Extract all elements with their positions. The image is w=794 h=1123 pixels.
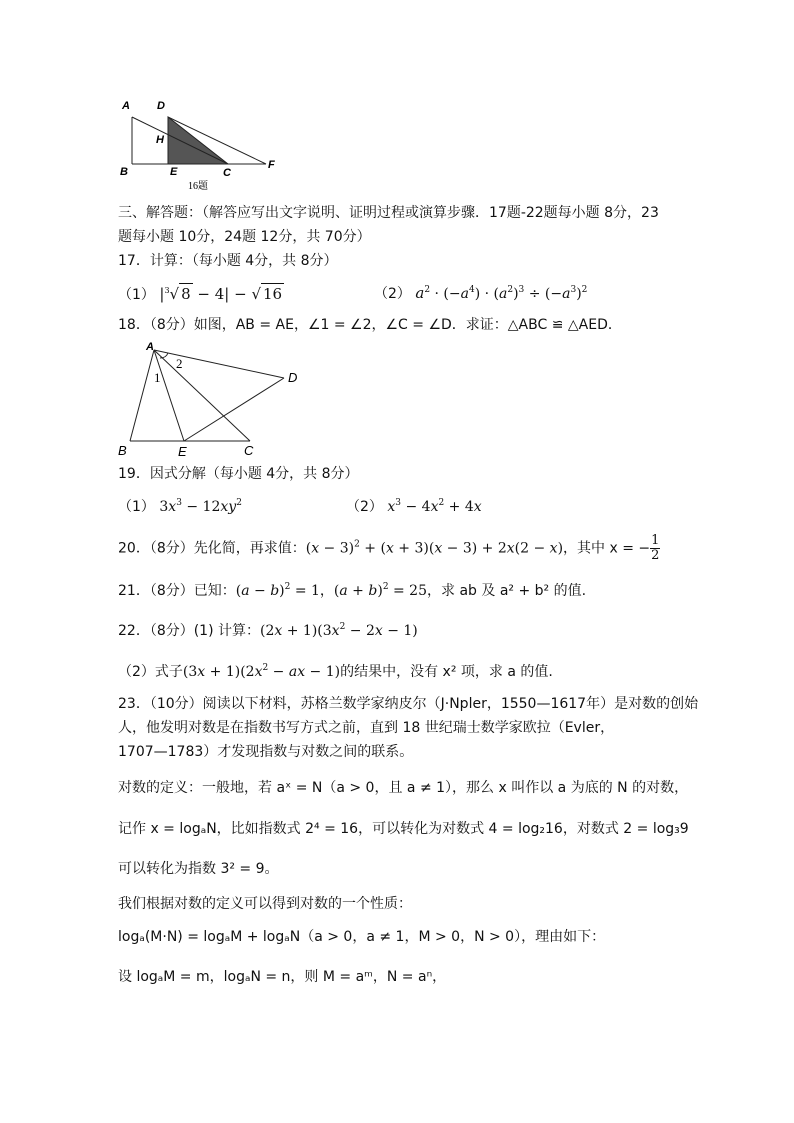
q17-part1: （1） $|^3√$ 8 − 4| − √ 16 bbox=[118, 285, 283, 303]
line-ac bbox=[154, 350, 250, 441]
figure-18 bbox=[116, 338, 306, 460]
q20: 20．（8分）先化简，再求值：$(x - 3)^2 + (x + 3)(x - 3) + 2x(2 - x)$，其中 x = − $\frac{1}{2}$ bbox=[118, 533, 660, 563]
q23-definition-1: 对数的定义：一般地，若 aˣ = N（a > 0，且 a ≠ 1），那么 x 叫作以 a 为底的 N 的对数， bbox=[118, 780, 689, 796]
section-3-title-cont: 题每小题 10分，24题 12分，共 70分） bbox=[118, 229, 371, 245]
label-b: B bbox=[120, 166, 128, 178]
line-ab bbox=[130, 350, 154, 441]
label-c: C bbox=[223, 167, 231, 179]
label-e: E bbox=[178, 444, 187, 459]
label-2: 2 bbox=[176, 356, 183, 371]
q17-head: 17．计算：（每小题 4分，共 8分） bbox=[118, 253, 338, 269]
q19-head: 19．因式分解（每小题 4分，共 8分） bbox=[118, 466, 359, 482]
label-b: B bbox=[118, 443, 127, 458]
figure-16 bbox=[116, 96, 286, 192]
q23-definition-3: 可以转化为指数 3² = 9。 bbox=[118, 861, 279, 877]
line-ad bbox=[154, 350, 284, 378]
line-ed bbox=[184, 378, 284, 441]
q23-line3: 1707—1783）才发现指数与对数之间的联系。 bbox=[118, 744, 414, 760]
q23-property-intro: 我们根据对数的定义可以得到对数的一个性质： bbox=[118, 896, 412, 912]
label-1: 1 bbox=[154, 370, 161, 385]
q21: 21．（8分）已知：$(a - b)^2 = 1$，$(a + b)^2 = 25$，求 ab 及 a² + b² 的值. bbox=[118, 582, 587, 599]
q19-part2: （2） $x^3 - 4x^2 + 4x$ bbox=[346, 498, 482, 515]
q19-part1: （1） $3x^3 - 12xy^2$ bbox=[118, 498, 242, 515]
label-d: D bbox=[157, 100, 165, 112]
label-d: D bbox=[288, 370, 298, 385]
label-f: F bbox=[268, 159, 275, 171]
label-e: E bbox=[170, 166, 178, 178]
label-a: A bbox=[122, 100, 130, 112]
figure-16-caption: 16题 bbox=[188, 181, 208, 192]
section-3-title: 三、解答题：（解答应写出文字说明、证明过程或演算步骤．17题-22题每小题 8分，23 bbox=[118, 205, 659, 221]
label-a: A bbox=[146, 341, 154, 353]
shaded-triangle bbox=[168, 117, 228, 164]
q23-proof-1: 设 logₐM = m，logₐN = n，则 M = aᵐ，N = aⁿ， bbox=[118, 969, 447, 985]
q23-line1: 23．（10分）阅读以下材料，苏格兰数学家纳皮尔（J·Npler，1550—1617年）是对数的创始 bbox=[118, 696, 699, 712]
q23-property: logₐ(M·N) = logₐM + logₐN（a > 0，a ≠ 1，M > 0，N > 0），理由如下： bbox=[118, 929, 606, 945]
q22-part1: 22．（8分）(1) 计算：$(2x + 1)(3x^2 - 2x - 1)$ bbox=[118, 622, 418, 639]
label-c: C bbox=[244, 443, 254, 458]
q22-part2: （2）式子$(3x + 1)(2x^2$ − ax − 1)的结果中，没有 x² 项，求 a 的值. bbox=[118, 663, 553, 680]
q23-definition-2: 记作 x = logₐN，比如指数式 2⁴ = 16，可以转化为对数式 4 = log₂16，对数式 2 = log₃9 bbox=[118, 821, 689, 837]
q18-head: 18．（8分）如图，AB = AE，∠1 = ∠2，∠C = ∠D．求证：△ABC ≌ △AED． bbox=[118, 317, 622, 333]
label-h: H bbox=[156, 134, 164, 146]
q17-part2: （2） $a^2 \cdot (-a^4) \cdot (a^2)^3 \div (-a^3)^2$ bbox=[374, 284, 588, 302]
q23-line2: 人，他发明对数是在指数书写方式之前，直到 18 世纪瑞士数学家欧拉（Evler， bbox=[118, 720, 615, 736]
